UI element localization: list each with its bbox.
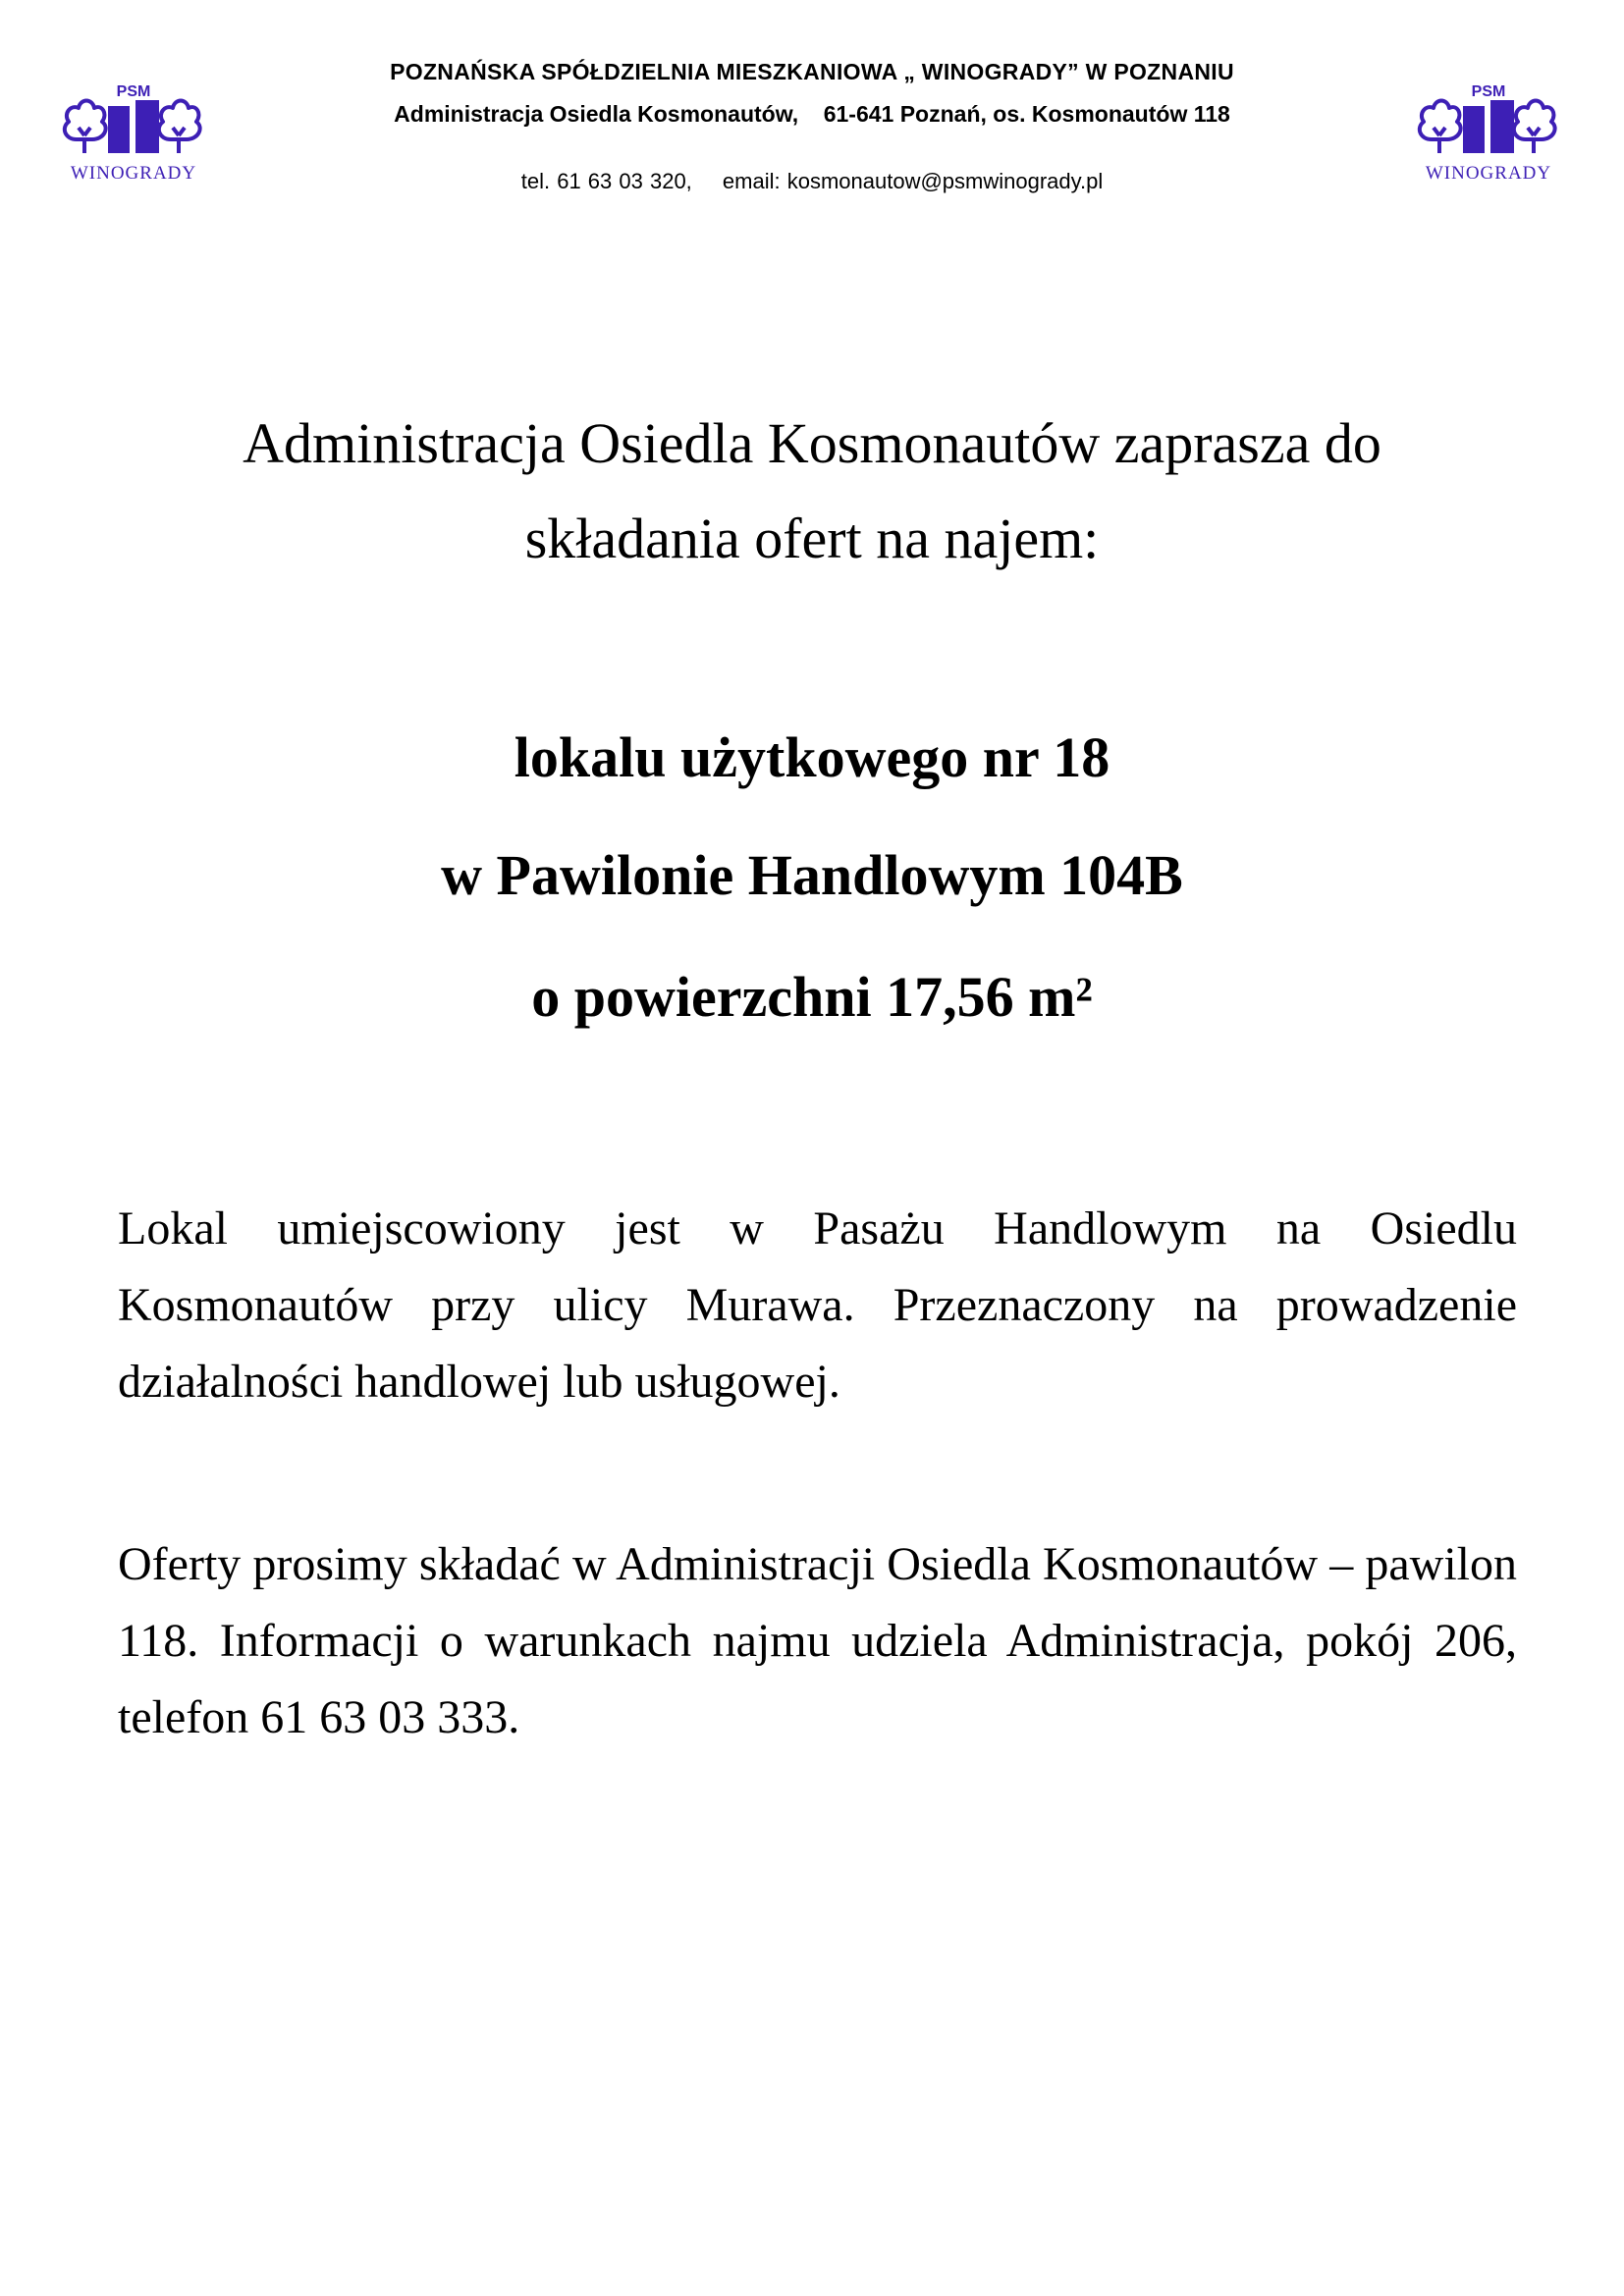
logo-caption: WINOGRADY xyxy=(1425,163,1552,184)
logo-caption: WINOGRADY xyxy=(70,163,197,184)
psm-mark: PSM xyxy=(1471,83,1506,100)
notice-intro xyxy=(118,396,1506,586)
offer-unit: lokalu użytkowego nr 18 xyxy=(514,725,1110,789)
address-postal: 61-641 Poznań, os. Kosmonautów 118 xyxy=(823,101,1230,127)
contact-line xyxy=(245,169,1379,194)
psm-winogrady-logo-icon xyxy=(1402,71,1579,198)
psm-mark: PSM xyxy=(116,83,151,100)
offers-paragraph: Oferty prosimy składać w Administracji Osiedla Kosmonautów – pawilon 118. Informacji o warunkach najmu udziela Administracja, pokój 206, telefon 61 63 03 333. xyxy=(118,1538,1517,1743)
psm-winogrady-logo-right xyxy=(1402,71,1579,198)
psm-winogrady-logo-left xyxy=(47,71,224,198)
organization-name: POZNAŃSKA SPÓŁDZIELNIA MIESZKANIOWA „ WINOGRADY” W POZNANIU xyxy=(390,59,1234,84)
organization-address xyxy=(245,101,1379,128)
psm-winogrady-logo-icon xyxy=(47,71,224,198)
address-administration: Administracja Osiedla Kosmonautów, xyxy=(394,101,799,127)
contact-email: email: kosmonautow@psmwinogrady.pl xyxy=(722,169,1104,193)
offer-pavilion: w Pawilonie Handlowym 104B xyxy=(441,843,1183,907)
intro-line-1: Administracja Osiedla Kosmonautów zaprasza do xyxy=(243,411,1381,475)
contact-phone: tel. 61 63 03 320, xyxy=(520,169,692,193)
offer-area: o powierzchni 17,56 m² xyxy=(531,965,1093,1029)
intro-line-2: składania ofert na najem: xyxy=(524,507,1100,570)
location-paragraph: Lokal umiejscowiony jest w Pasażu Handlowym na Osiedlu Kosmonautów przy ulicy Murawa. Przeznaczony na prowadzenie działalności handlowej lub usługowej. xyxy=(118,1202,1517,1408)
